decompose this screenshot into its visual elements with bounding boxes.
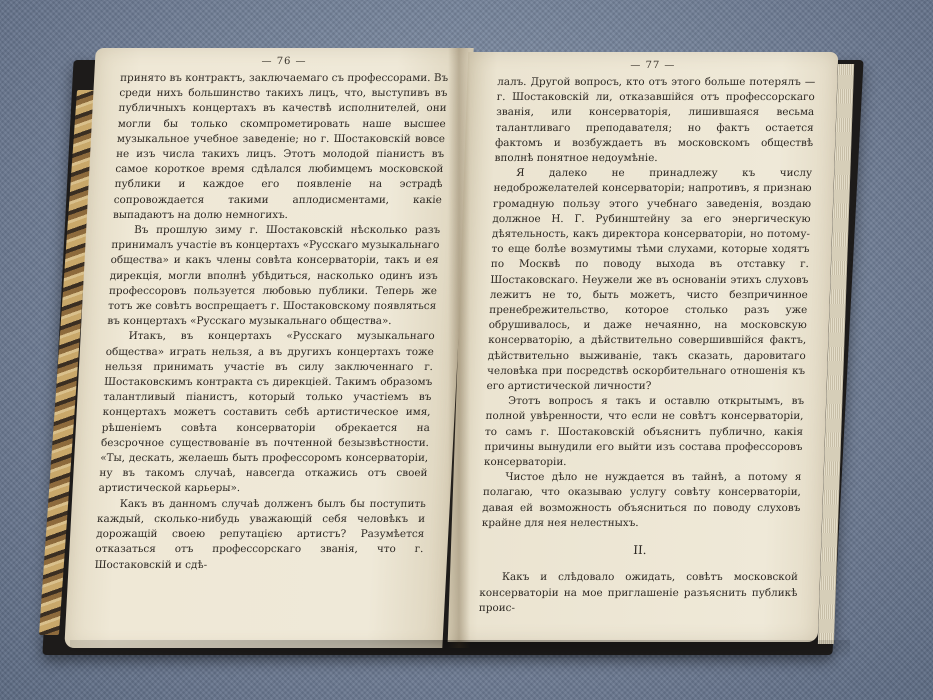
page-number-right: — 77 — bbox=[630, 60, 676, 71]
book-shadow bbox=[70, 640, 850, 658]
paragraph: Этотъ вопросъ я такъ и оставлю открытымъ, въ полной увѣренности, что если не совѣтъ консерваторіи, то самъ г. Шостаковскій объяснитъ публично, какія причины вынудили его выйти изъ состава профессоровъ консерваторіи. bbox=[483, 395, 805, 469]
paragraph: принято въ контрактъ, заключаемаго съ профессорами. Въ среди нихъ большинство такихъ лицъ, что, выступивъ въ публичныхъ концертахъ въ качествѣ исполнителей, они могли бы только скомпрометировать наше высшее музыкальное учебное заведеніе; но г. Шостаковскій вовсе не изъ числа такихъ лицъ. Этотъ молодой піанистъ въ самое короткое время сдѣлался любимцемъ московской публики и каждое его появленіе на эстрадѣ сопровождается такими аплодисментами, какіе выпадаютъ на долю немногихъ. bbox=[112, 72, 449, 221]
paragraph: Какъ и слѣдовало ожидать, совѣтъ московской консерваторіи на мое приглашеніе разъяснить публикѣ проис- bbox=[478, 571, 799, 614]
paragraph: Итакъ, въ концертахъ «Русскаго музыкальнаго общества» играть нельзя, а въ другихъ концертахъ тоже нельзя принимать участіе въ силу заключеннаго г. Шостаковскимъ контракта съ дирекціей. Такимъ образомъ талантливый піанистъ, который только участіемъ въ концертахъ можетъ составить себѣ артистическое имя, рѣшеніемъ совѣта консерваторіи обрекается на безсрочное существованіе въ почтенной безызвѣстности. «Ты, дескать, желаешь быть профессоромъ консерваторіи, ну въ такомъ случаѣ, навсегда откажись отъ своей артистической карьеры». bbox=[98, 330, 435, 495]
paragraph: Какъ въ данномъ случаѣ долженъ былъ бы поступить каждый, сколько-нибудь уважающій себя человѣкъ и дорожащій своею репутацією артистъ? Разумѣется отказаться отъ профессорскаго званія, что г. Шостаковскій и сдѣ- bbox=[94, 497, 427, 571]
page-number-left: — 76 — bbox=[261, 56, 307, 67]
paragraph: лалъ. Другой вопросъ, кто отъ этого больше потерялъ — г. Шостаковскій ли, отказавшійся отъ профессорскаго званія, или консерваторія, лишившаяся весьма талантливаго преподавателя; но фактъ остается фактомъ и возбуждаетъ въ московскомъ обществѣ вполнѣ понятное недоумѣніе. bbox=[494, 76, 816, 165]
paragraph: Чистое дѣло не нуждается въ тайнѣ, а потому я полагаю, что оказываю услугу совѣту консерваторіи, давая ей возможность объясниться по поводу слуховъ крайне для нея нелестныхъ. bbox=[481, 471, 802, 529]
paragraph: Я далеко не принадлежу къ числу недоброжелателей консерваторіи; напротивъ, я признаю громадную пользу этого учебнаго заведенія, воздаю должное Н. Г. Рубинштейну за его энергическую дѣятельность, какъ директора консерваторіи, но потому-то еще болѣе возмутимы тѣми слухами, которые ходятъ по Москвѣ по поводу выхода въ отставку г. Шостаковскаго. Неужели же въ основаніи этихъ слуховъ лежитъ не то, быть можетъ, чисто безпричинное пренебрежительство, которое столько разъ уже обрушивалось, и даже нечаянно, на московскую консерваторію, а дѣйствительно совершившійся фактъ, дѣйствительно выживаніе, такъ сказать, даровитаго человѣка при посредствѣ оскорбительнаго отношенія къ его артистической личности? bbox=[486, 167, 813, 393]
left-page bbox=[64, 48, 473, 648]
paragraph: Въ прошлую зиму г. Шостаковскій нѣсколько разъ принималъ участіе въ концертахъ «Русскаго музыкальнаго общества» и какъ члены совѣта консерваторіи, такъ и ея дирекція, могли вполнѣ убѣдиться, насколько одинъ изъ профессоровъ пользуется любовью публики. Теперь же тотъ же совѣтъ воспрещаетъ г. Шостаковскому появляться въ концертахъ «Русскаго музыкальнаго общества». bbox=[107, 224, 441, 328]
right-page bbox=[448, 52, 839, 642]
section-heading: II. bbox=[633, 543, 647, 558]
left-page-text bbox=[94, 71, 448, 573]
book-gutter bbox=[448, 48, 470, 648]
right-page-text bbox=[479, 75, 816, 616]
